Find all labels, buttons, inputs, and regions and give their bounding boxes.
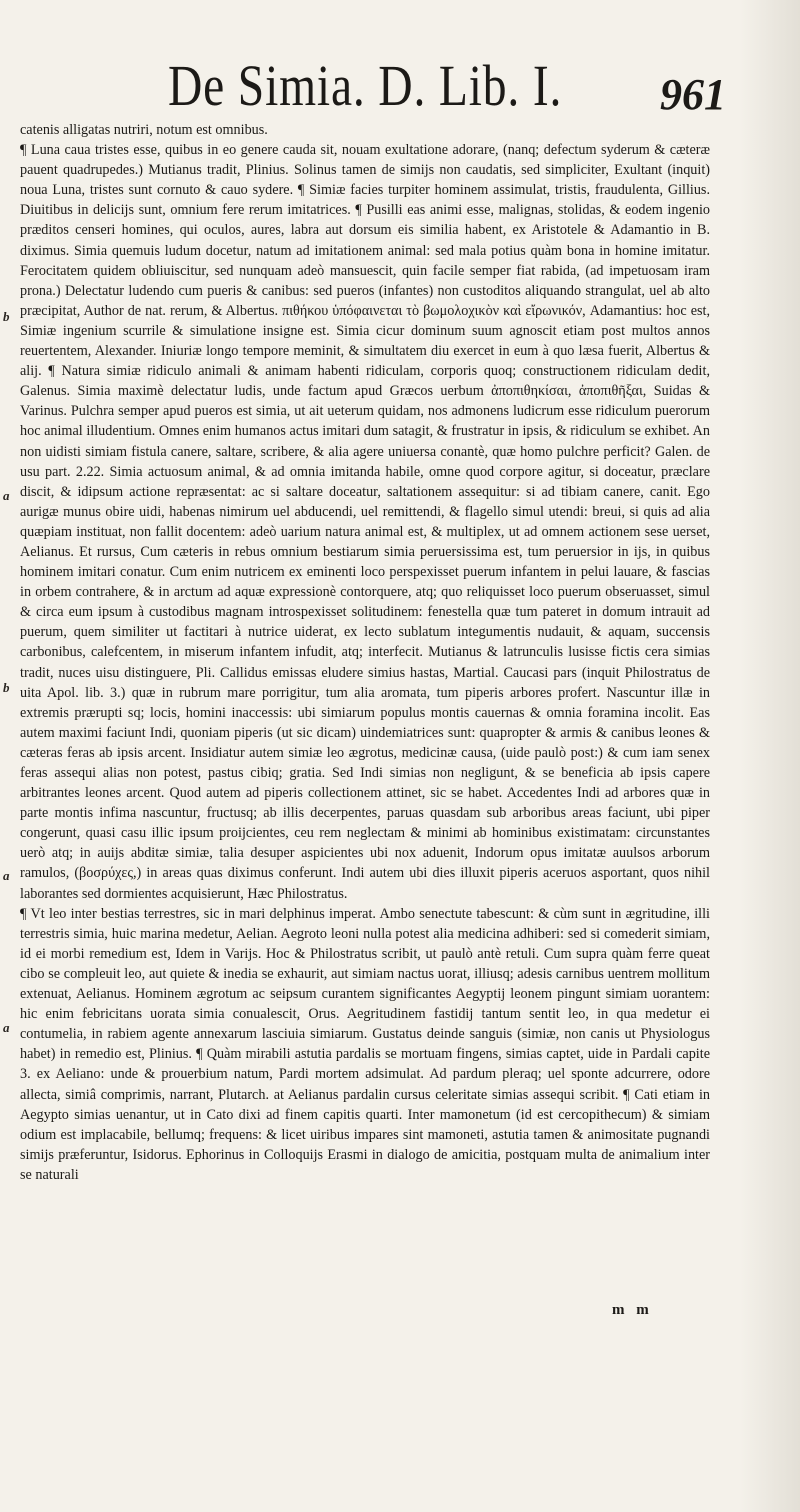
folio-number: 961 xyxy=(660,70,726,119)
margin-letter: a xyxy=(3,488,10,503)
margin-letter: b xyxy=(3,680,10,695)
margin-letter: a xyxy=(3,868,10,883)
margin-letter: a xyxy=(3,1020,10,1035)
body-text xyxy=(20,120,710,1185)
page-header xyxy=(0,52,800,120)
paragraph-leo-delphinus: ¶ Vt leo inter bestias terrestres, sic in mari delphinus imperat. Ambo senectute tabescunt: & cùm sunt in ægritudine, illi terrestris simia, huic marina medetur, Aelian. Aegroto leoni nulla potest alia medicina adhiberi: sed si comederit simiam, id ei morbi remedium est, Idem in Varijs. Hoc & Philostratus scribit, ut paulò antè retuli. Cum supra quàm ferre queat cibo se compleuit leo, aut quiete & inedia se exhaurit, aut simiam nactus uorat, illiusq; adesis carnibus uentrem mollitum extenuat, Aelianus. Hominem ægrotum ac seipsum curantem significantes Aegyptij leonem pingunt simiam uorantem: hic enim febricitans uorata simia conualescit, Orus. Aegritudinem fastidij tantum sentit leo, in qua medetur ei contumelia, in rabiem agente annexarum lasciuia simiarum. Gustatus deinde sanguis (simiæ, non canis ut Physiologus habet) in remedio est, Plinius. ¶ Quàm mirabili astutia pardalis se mortuam fingens, simias captet, uide in Pardali capite 3. ex Aeliano: unde & prouerbium natum, Pardi mortem adsimulat. Ad pardum pleraq; uel sponte adcurrere, odore allecta, simiâ comprimis, narrant, Plutarch. at Aelianus pardalin cursus celeritate simias assequi scribit. ¶ Cati etiam in Aegypto simias uenantur, ut in Cato dixi ad finem capitis quarti. Inter mamonetum (id est cercopithecum) & simiam odium est implacabile, bellumq; frequens: & licet uiribus impares sint mamoneti, astutia tamen & animositate pugnandi simijs præferuntur, Isidorus. Ephorinus in Colloquijs Erasmi in dialogo de amicitia, postquam multa de animalium inter se naturali xyxy=(20,905,710,1183)
paragraph-continuation: catenis alligatas nutriri, notum est omnibus. xyxy=(20,122,268,138)
margin-letter: b xyxy=(3,309,10,324)
paragraph-natura-simiae: ¶ Luna caua tristes esse, quibus in eo genere cauda sit, nouam exultatione adorare, (nanq; defectum syderum & cæteræ pauent quadrupedes.) Mutianus tradit, Plinius. Solinus tamen de simijs non caudatis, sed simpliciter, Exultant (inquit) noua Luna, tristes sunt cornuto & cauo sydere. ¶ Simiæ facies turpiter hominem assimulat, tristis, fraudulenta, Gillius. Diuitibus in delicijs sunt, omnium fere rerum imitatrices. ¶ Pusilli eas animi esse, malignas, stolidas, & eodem ingenio præditos censeri homines, qui oculos, aures, labra aut dorsum eis similia habent, ex Aristotele & Adamantio in B. diximus. Simia quemuis ludum docetur, natum ad imitationem animal: sed mala potius quàm bona in homine imitatur. Ferocitatem quidem obliuiscitur, sed nunquam adeò mansuescit, quin facile semper fiat rabida, (ad impetuosam iram prona.) Delectatur ludendo cum pueris & canibus: sed pueros (infantes) non custoditos aliquando strangulat, uel ab alto præcipitat, Author de nat. rerum, & Albertus. πιθήκου ὑπόφαινεται τὸ βωμολοχικὸν καὶ εἴρωνικόν, Adamantius: hoc est, Simiæ ingenium scurrile & simulatione insigne est. Simia cicur dominum suum agnoscit etiam post multos annos reuertentem, Alexander. Iniuriæ longo tempore meminit, & simultatem diu exercet in eum à quo læsa fuerit, Albertus & alij. ¶ Natura simiæ ridiculo animali & animam habenti ridiculam, corporis quoq; constructionem ridiculam dedit, Galenus. Simia maximè delectatur ludis, unde factum apud Græcos uerbum ἀποπιθηκίσαι, ἀποπιθῆξαι, Suidas & Varinus. Pulchra semper apud pueros est simia, ut ait ueterum quidam, nos admonens ludicrum esse ridiculum puerorum hoc animal illudentium. Omnes enim humanos actus imitari dum satagit, & frustratur in ipsis, & ridiculum se exhibet. An non uidisti simiam fistula canere, saltare, scribere, & alia agere uniuersa conantè, quæ homo pulchre perficit? Galen. de usu part. 2.22. Simia actuosum animal, & ad omnia imitanda habile, omne quod corpore agitur, si doceatur, præclare discit, & idipsum actione repræsentat: ac si saltare doceatur, saltationem assequitur: si ad tibiam canere, canit. Ego aurigæ munus obire uidi, habenas nimirum uel abducendi, uel remittendi, & flagello simul utendi: breui, si quis ad alia quæpiam instituat, non fallit docentem: adeò uarium natura animal est, & multiplex, ut ad omnem actionem sese uerset, Aelianus. Et rursus, Cum cæteris in rebus omnium bestiarum simia peruersissima est, tum peruersior in ijs, in quibus hominem imitari conatur. Cum enim nutricem ex eminenti loco perspexisset puerum infantem in pelui lauare, & fascias in orbem contrahere, & in arctum ad aquæ expressionè contorquere, atq; quo reliquisset loco puerum obseruasset, simul & circa eum ipsum à custodibus magnam introspexisset solitudinem: fenestella quæ tum pateret in domum intrauit ad puerum, quem similiter ut factitari à nutrice uiderat, ex lecto sublatum integumentis nudauit, & aquam, succensis carbonibus, calefcentem, in miserum infantem infudit, atq; interfecit. Mutianus & latrunculis lusisse fictis cera simias tradit, nuces uisu distinguere, Pli. Callidus emissas eludere simius hastas, Martial. Caucasi pars (inquit Philostratus de uita Apol. lib. 3.) quæ in rubrum mare porrigitur, tum alia aromata, tum piperis arbores profert. Nascuntur illæ in extremis prærupti sq; locis, homini inaccessis: ubi simiarum populus montis cauernas & omnia foramina incolit. Eas autem maximi faciunt Indi, quoniam piperis (ut sic dicam) uindemiatrices sunt: quapropter & armis & canibus leones & cæteras feras ab ipsis arcent. Insidiatur autem simiæ leo ægrotus, medicinæ causa, (uide paulò post:) & cum iam senex feras assequi alias non potest, pastus cibiq; gratia. Sed Indi simias non negligunt, & se beneficia ab ipsis capere arbitrantes leones arcent. Quod autem ad piperis collectionem attinet, sic se habet. Accedentes Indi ad arbores quæ in parte montis infima nascuntur, fructusq; ab illis decerpentes, paruas quasdam sub arboribus areas faciunt, ubi piper congerunt, quasi casu illic ipsum proijcientes, ceu rem neglectam & minimi ab hominibus existimatam: circunstantes uerò atq; in auijs abditæ simiæ, talia desuper aspicientes ubi nox aduenit, Indorum opus imitatæ auulsos arborum ramulos, (βοσρύχες,) in areas quas diximus conferunt. Indi autem ubi dies illuxit piperis aceruos asportant, quos nihil laborantes sed dormientes acquisierunt, Hæc Philostratus. xyxy=(20,142,710,902)
signature-mark: m m xyxy=(612,1302,653,1318)
running-title: De Simia. D. Lib. I. xyxy=(168,53,563,118)
gutter-shadow xyxy=(740,0,800,1512)
